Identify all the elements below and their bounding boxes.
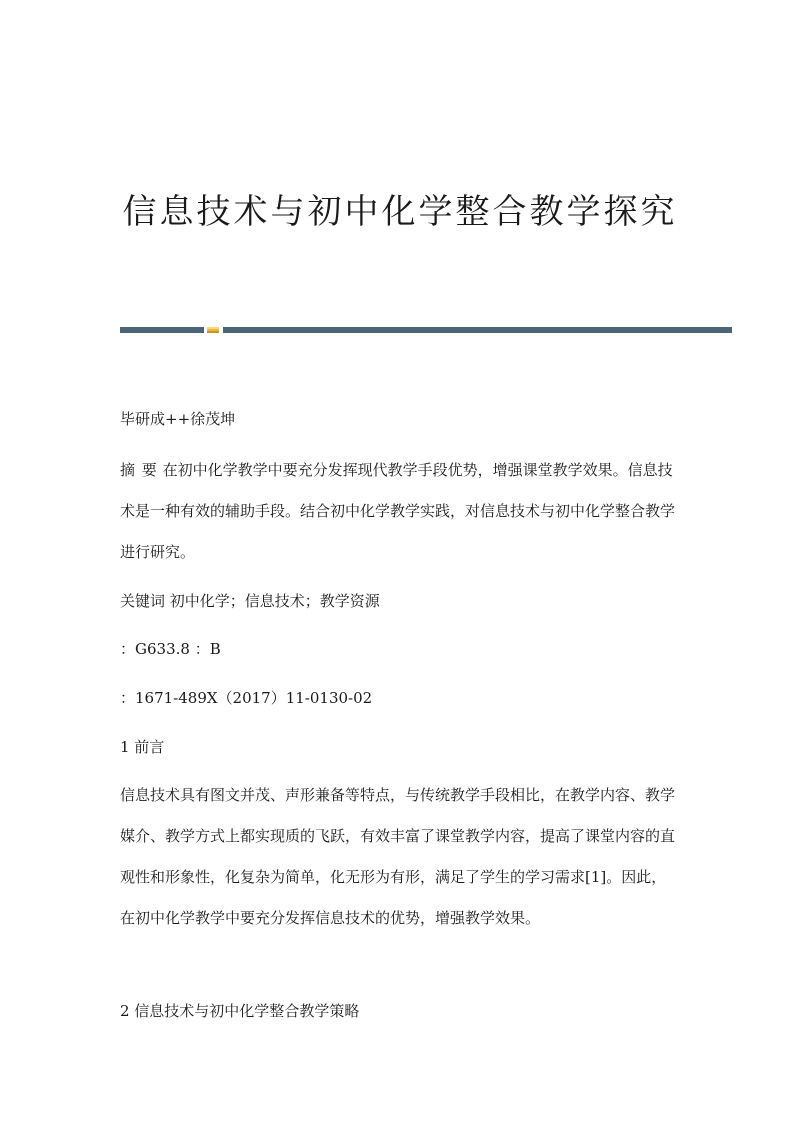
paper-title: 信息技术与初中化学整合教学探究 [122,192,678,232]
pencil-ornament-icon [206,325,220,335]
keywords [120,591,690,611]
abstract-text: 在初中化学教学中要充分发挥现代教学手段优势，增强课堂教学效果。信息技术是一种有效的辅助手段。结合初中化学教学实践，对信息技术与初中化学整合教学进行研究。 [120,461,676,561]
divider-bar-left [120,327,204,333]
authors: 毕研成++徐茂坤 [120,410,236,428]
section-1-heading: 1 前言 [120,738,165,756]
article-number: ：1671-489X（2017）11-0130-02 [120,689,373,707]
abstract-label: 摘 要 [120,461,158,479]
title-divider [120,325,732,335]
keywords-label: 关键词 [120,592,166,610]
abstract [120,450,680,573]
keywords-text: 初中化学；信息技术；教学资源 [169,592,380,610]
section-2-heading: 2 信息技术与初中化学整合教学策略 [120,1002,360,1020]
classification-number: ：G633.8 ：B [120,640,221,658]
divider-bar-right [223,327,732,333]
section-1-body: 信息技术具有图文并茂、声形兼备等特点，与传统教学手段相比，在教学内容、教学媒介、教学方式上都实现质的飞跃，有效丰富了课堂教学内容，提高了课堂内容的直观性和形象性，化复杂为简单，化无形为有形，满足了学生的学习需求[1]。因此，在初中化学教学中要充分发挥信息技术的优势，增强教学效果。 [120,786,676,927]
